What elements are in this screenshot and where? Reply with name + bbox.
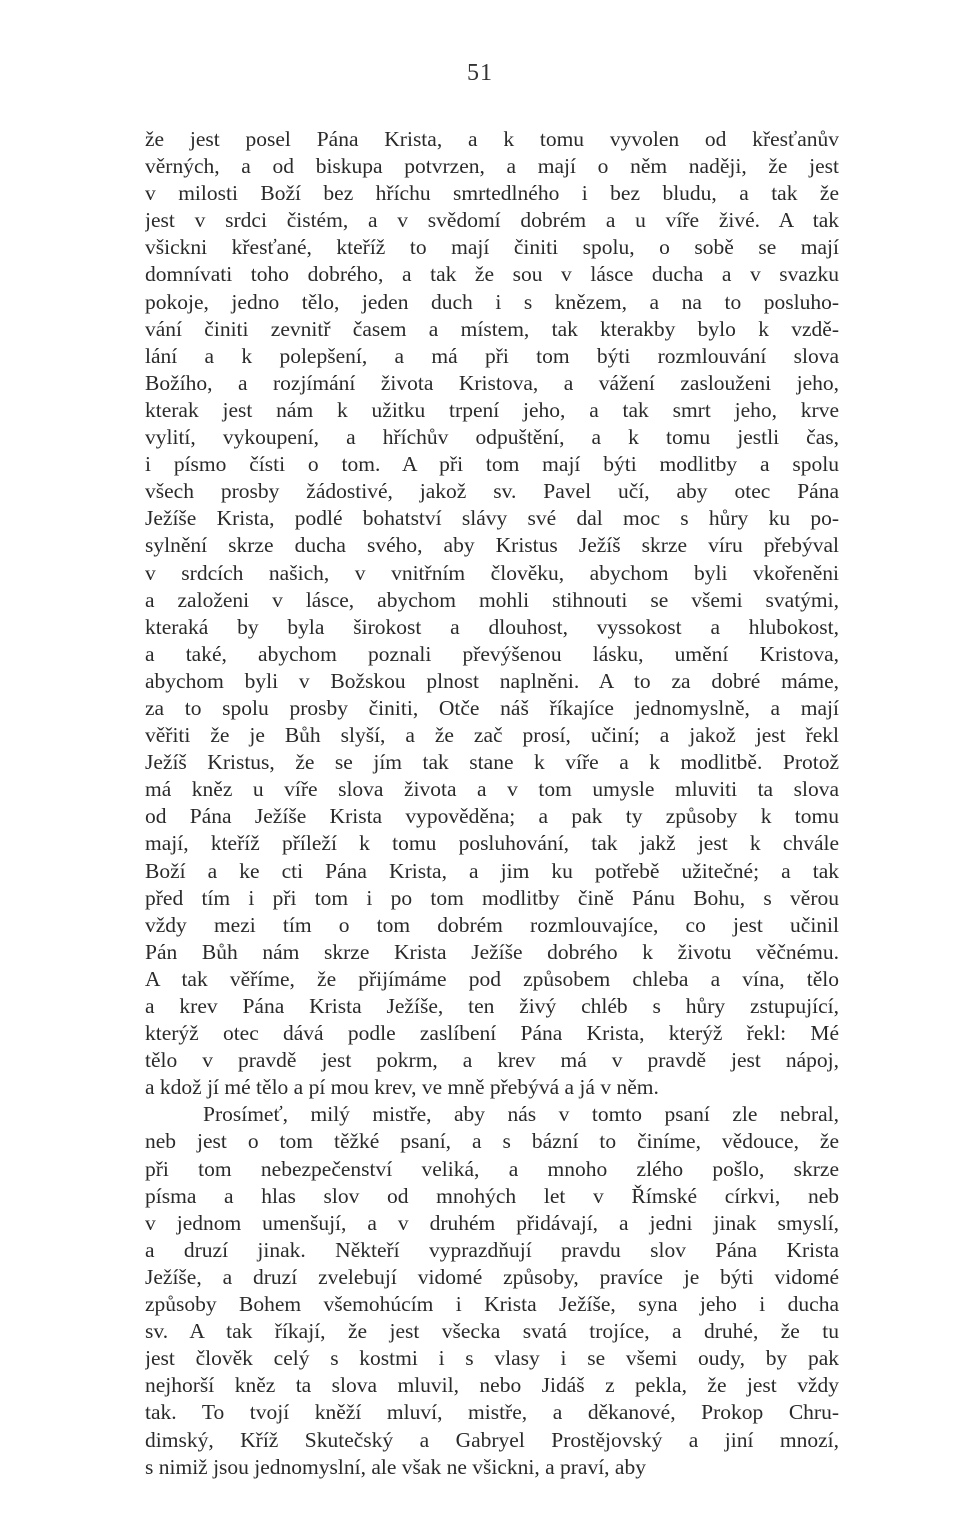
text-line: má kněz u víře slova života a v tom umysle mluviti ta slova bbox=[145, 777, 839, 802]
text-line: domnívati toho dobrého, a tak že sou v lásce ducha a v svazku bbox=[145, 262, 839, 287]
text-line: kterak jest nám k užitku trpení jeho, a tak smrt jeho, krve bbox=[145, 397, 839, 422]
text-line: s nimiž jsou jednomyslní, ale však ne všickni, a praví, aby bbox=[145, 1454, 646, 1479]
text-line: Božího, a rozjímání života Kristova, a vážení zaslouženi jeho, bbox=[145, 370, 839, 395]
text-line: tak. To tvojí kněží mluví, mistře, a děkanové, Prokop Chru- bbox=[145, 1400, 839, 1425]
text-line: jest v srdci čistém, a v svědomí dobrém a u víře živé. A tak bbox=[145, 208, 839, 233]
text-line: tělo v pravdě jest pokrm, a krev má v pravdě jest nápoj, bbox=[145, 1048, 839, 1073]
text-line: a založeni v lásce, abychom mohli stihnouti se všemi svatými, bbox=[145, 587, 839, 612]
text-line: v milosti Boží bez hříchu smrtedlného i bez bludu, a tak že bbox=[145, 181, 839, 206]
body-text bbox=[145, 126, 839, 1481]
text-line: že jest posel Pána Krista, a k tomu vyvolen od křesťanův bbox=[145, 127, 839, 151]
text-line: neb jest o tom těžké psaní, a s bázní to činíme, vědouce, že bbox=[145, 1129, 839, 1154]
text-line: mají, kteříž příleží k tomu posluhování, tak jakž jest k chvále bbox=[145, 831, 839, 856]
text-line: a druzí jinak. Někteří vyprazdňují pravdu slov Pána Krista bbox=[145, 1237, 839, 1262]
text-line: kteraká by byla širokost a dlouhost, vyssokost a hlubokost, bbox=[145, 614, 839, 639]
text-line: A tak věříme, že přijímáme pod způsobem chleba a vína, tělo bbox=[145, 966, 839, 991]
text-line: vání činiti zevnitř časem a místem, tak kterakby bylo k vzdě- bbox=[145, 316, 839, 341]
text-line: před tím i při tom i po tom modlitby čině Pánu Bohu, s věrou bbox=[145, 885, 839, 910]
text-line: v srdcích našich, v vnitřním člověku, abychom byli vkořeněni bbox=[145, 560, 839, 585]
text-line: za to spolu prosby činiti, Otče náš říkajíce jednomyslně, a mají bbox=[145, 695, 839, 720]
text-line: lání a k polepšení, a má při tom býti rozmlouvání slova bbox=[145, 343, 839, 368]
text-line: Boží a ke cti Pána Krista, a jim ku potřebě užitečné; a tak bbox=[145, 858, 839, 883]
text-line: písma a hlas slov od mnohých let v Římské církvi, neb bbox=[145, 1183, 839, 1208]
text-line: a také, abychom poznali převýšenou lásku, umění Kristova, bbox=[145, 641, 839, 666]
text-line: Ježíše Krista, podlé bohatství slávy své dal moc s hůry ku po- bbox=[145, 506, 839, 531]
text-line: všickni křesťané, kteříž to mají činiti spolu, o sobě se mají bbox=[145, 235, 839, 260]
page-number: 51 bbox=[467, 60, 493, 86]
text-line: a kdož jí mé tělo a pí mou krev, ve mně přebývá a já v něm. bbox=[145, 1075, 659, 1100]
text-line: sylnění skrze ducha svého, aby Kristus Ježíš skrze víru přebýval bbox=[145, 533, 839, 558]
text-line: Ježíše, a druzí zvelebují vidomé způsoby, pravíce je býti vidomé bbox=[145, 1264, 839, 1289]
text-line: abychom byli v Božskou plnost naplněni. A to za dobré máme, bbox=[145, 668, 839, 693]
text-line: věřiti že je Bůh slyší, a že zač prosí, učiní; a jakož jest řekl bbox=[145, 723, 839, 748]
text-line: v jednom umenšují, a v druhém přidávají, a jedni jinak smyslí, bbox=[145, 1210, 839, 1235]
text-line: od Pána Ježíše Krista vypověděna; a pak ty způsoby k tomu bbox=[145, 804, 839, 829]
text-line: všech prosby žádostivé, jakož sv. Pavel učí, aby otec Pána bbox=[145, 479, 839, 504]
text-line: a krev Pána Krista Ježíše, ten živý chléb s hůry zstupující, bbox=[145, 994, 839, 1018]
text-line: kterýž otec dává podle zaslíbení Pána Krista, kterýž řekl: Mé bbox=[145, 1021, 839, 1046]
text-line: při tom nebezpečenství veliká, a mnoho zlého pošlo, skrze bbox=[145, 1156, 839, 1181]
text-line: i písmo čísti o tom. A při tom mají býti modlitby a spolu bbox=[145, 452, 839, 477]
text-line: nejhorší kněz ta slova mluvil, nebo Jidáš z pekla, že jest vždy bbox=[145, 1373, 839, 1398]
text-line: vždy mezi tím o tom dobrém rozmlouvajíce, co jest učinil bbox=[145, 912, 839, 937]
text-line: jest člověk celý s kostmi i s vlasy i se všemi oudy, by pak bbox=[145, 1346, 839, 1371]
text-line: Ježíš Kristus, že se jím tak stane k víře a k modlitbě. Protož bbox=[145, 750, 839, 775]
text-line: Pán Bůh nám skrze Krista Ježíše dobrého k životu věčnému. bbox=[145, 939, 839, 964]
text-line: způsoby Bohem všemohúcím i Krista Ježíše, syna jeho i ducha bbox=[145, 1292, 839, 1317]
text-line: vylití, vykoupení, a hříchův odpuštění, a k tomu jestli čas, bbox=[145, 425, 839, 450]
text-line: Prosímeť, milý mistře, aby nás v tomto psaní zle nebral, bbox=[203, 1102, 839, 1127]
text-line: pokoje, jedno tělo, jeden duch i s knězem, a na to posluho- bbox=[145, 289, 839, 314]
text-line: věrných, a od biskupa potvrzen, a mají o něm naději, že jest bbox=[145, 154, 839, 179]
text-line: dimský, Kříž Skutečský a Gabryel Prostějovský a jiní mnozí, bbox=[145, 1427, 839, 1452]
text-line: sv. A tak říkají, že jest všecka svatá trojíce, a druhé, že tu bbox=[145, 1319, 839, 1344]
